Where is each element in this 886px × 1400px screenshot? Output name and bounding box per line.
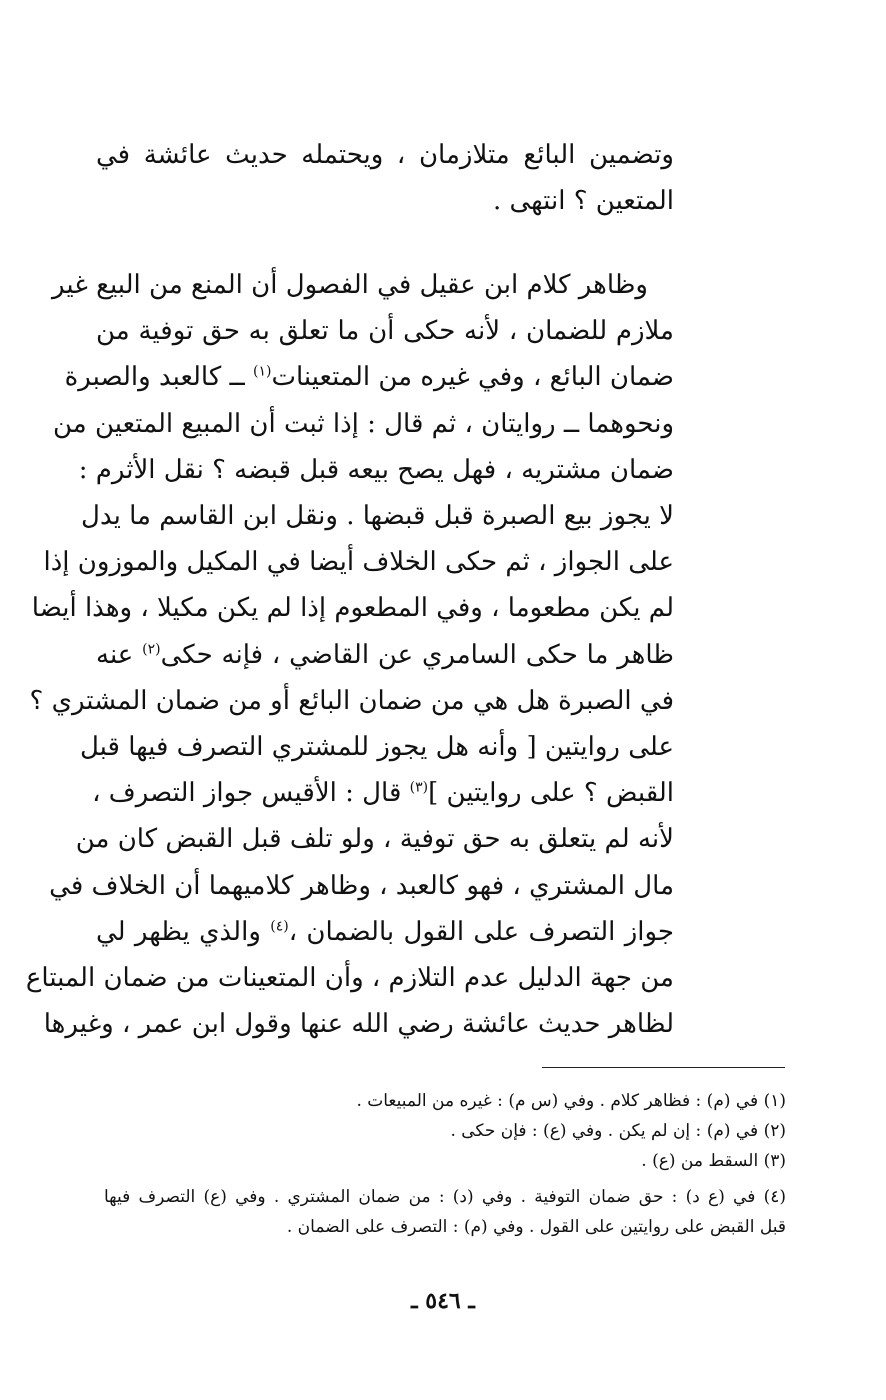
footnote-4-continuation: قبل القبض على روايتين على القول . وفي (م) : التصرف على الضمان . — [286, 1217, 786, 1237]
text-line: على الجواز ، ثم حكى الخلاف أيضا في المكيل والموزون إذا — [43, 547, 674, 578]
text-segment: عنه — [96, 639, 143, 670]
text-line: في الصبرة هل هي من ضمان البائع أو من ضمان المشتري ؟ — [29, 685, 674, 716]
text-line: ونحوهما ــ روايتان ، ثم قال : إذا ثبت أن المبيع المتعين من — [52, 408, 674, 439]
text-segment: قال : الأقيس جواز التصرف ، — [92, 778, 410, 809]
footnotes — [104, 1086, 786, 1242]
footnote-mark-3: (٣) — [409, 779, 429, 796]
footnote-mark-4: (٤) — [270, 918, 289, 935]
paragraph-main — [25, 262, 674, 1047]
text-line: لظاهر حديث عائشة رضي الله عنها وقول ابن عمر ، وغيرها — [43, 1009, 674, 1040]
text-line: وتضمين البائع متلازمان ، ويحتمله حديث عائشة في — [96, 140, 674, 170]
text-segment: القبض ؟ على روايتين ] — [428, 778, 674, 809]
paragraph-continuation — [96, 132, 674, 224]
text-line — [64, 354, 674, 400]
text-line: لا يجوز بيع الصبرة قبل قبضها . ونقل ابن القاسم ما يدل — [81, 501, 674, 532]
text-line — [92, 770, 674, 816]
text-line: لم يكن مطعوما ، وفي المطعوم إذا لم يكن مكيلا ، وهذا أيضا — [31, 593, 674, 624]
footnote-2: (٢) في (م) : إن لم يكن . وفي (ع) : فإن حكى . — [450, 1121, 786, 1141]
text-line — [96, 909, 674, 955]
text-segment: ضمان البائع ، وفي غيره من المتعينات — [271, 362, 674, 393]
text-line: ضمان مشتريه ، فهل يصح بيعه قبل قبضه ؟ نقل الأثرم : — [78, 454, 674, 485]
text-line: مال المشتري ، فهو كالعبد ، وظاهر كلاميهما أن الخلاف في — [49, 870, 674, 901]
text-segment: ظاهر ما حكى السامري عن القاضي ، فإنه حكى — [160, 639, 674, 670]
text-segment: والذي يظهر لي — [96, 916, 271, 947]
text-line: من جهة الدليل عدم التلازم ، وأن المتعينات من ضمان المبتاع — [25, 963, 674, 994]
text-line: المتعين ؟ انتهى . — [492, 186, 674, 216]
footnote-mark-2: (٢) — [142, 640, 161, 657]
footnote-4: (٤) في (ع د) : حق ضمان التوفية . وفي (د) : من ضمان المشتري . وفي (ع) التصرف فيها — [104, 1187, 786, 1207]
footnote-mark-1: (١) — [253, 363, 272, 380]
text-segment: جواز التصرف على القول بالضمان ، — [288, 916, 674, 947]
text-line — [96, 632, 674, 678]
text-line: على روايتين [ وأنه هل يجوز للمشتري التصرف فيها قبل — [79, 732, 674, 763]
page-number: ـ ٥٤٦ ـ — [411, 1288, 475, 1314]
text-segment: ــ كالعبد والصبرة — [64, 362, 253, 393]
text-line: ملازم للضمان ، لأنه حكى أن ما تعلق به حق توفية من — [96, 316, 674, 347]
text-line: لأنه لم يتعلق به حق توفية ، ولو تلف قبل القبض كان من — [75, 824, 674, 855]
text-line: وظاهر كلام ابن عقيل في الفصول أن المنع من البيع غير — [52, 270, 648, 300]
footnote-1: (١) في (م) : فظاهر كلام . وفي (س م) : غيره من المبيعات . — [356, 1091, 786, 1111]
footnote-3: (٣) السقط من (ع) . — [641, 1151, 786, 1171]
footnote-divider — [542, 1067, 785, 1068]
